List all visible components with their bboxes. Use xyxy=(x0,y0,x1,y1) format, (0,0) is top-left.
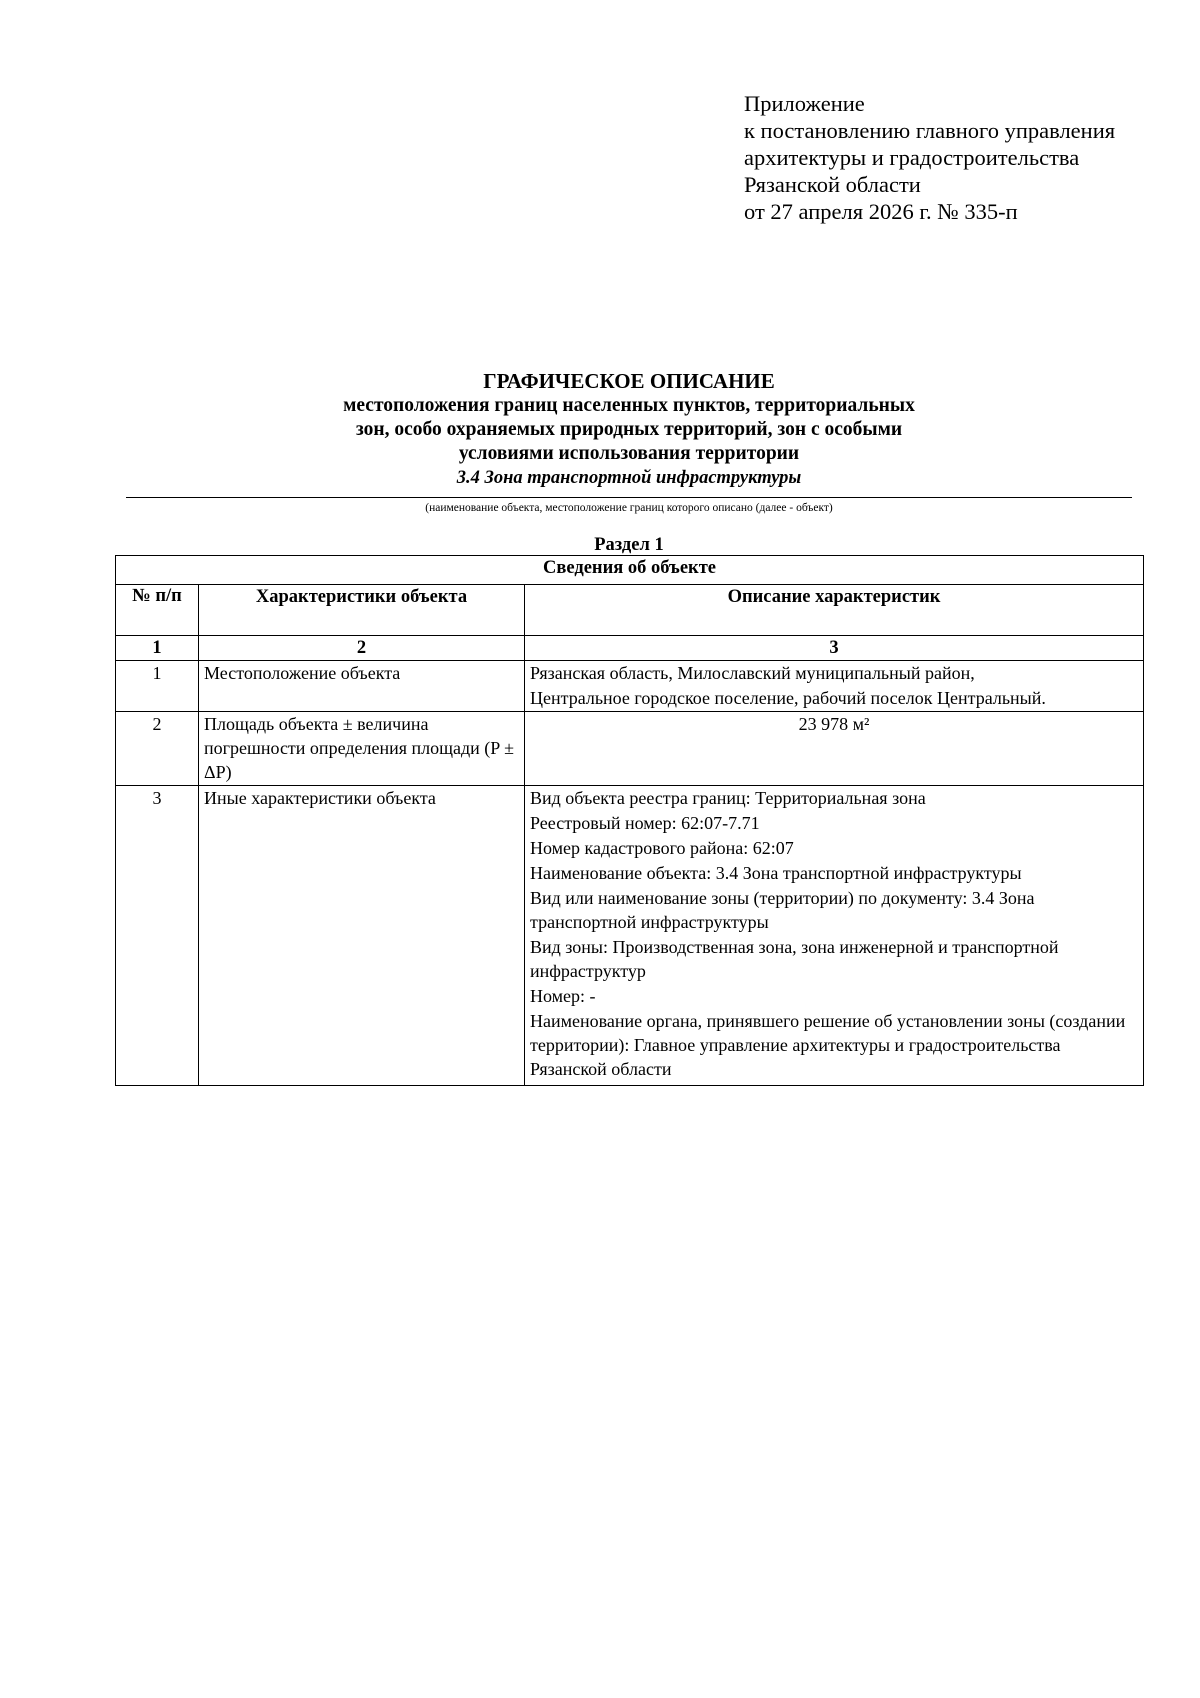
table-row xyxy=(116,712,1144,786)
table-title: Сведения об объекте xyxy=(116,556,1144,585)
row-characteristic: Местоположение объекта xyxy=(199,661,525,712)
description-line: Наименование объекта: 3.4 Зона транспортной инфраструктуры xyxy=(530,863,1022,883)
object-info-table xyxy=(115,555,1144,1086)
object-caption: (наименование объекта, местоположение границ которого описано (далее - объект) xyxy=(425,502,833,514)
row-characteristic: Площадь объекта ± величина погрешности определения площади (P ± ΔP) xyxy=(199,712,525,786)
description-line: Номер кадастрового района: 62:07 xyxy=(530,838,794,858)
column-number-row xyxy=(116,636,1144,661)
title-sub-line: местоположения границ населенных пунктов, территориальных xyxy=(343,395,915,416)
column-number: 3 xyxy=(525,636,1144,661)
table-header-row xyxy=(116,585,1144,636)
header-description: Описание характеристик xyxy=(525,585,1144,636)
column-number: 1 xyxy=(116,636,199,661)
appendix-line: архитектуры и градостроительства xyxy=(744,145,1080,170)
appendix-line: к постановлению главного управления xyxy=(744,118,1116,143)
description-line: Рязанская область, Милославский муниципальный район, xyxy=(530,663,975,683)
appendix-line: Рязанской области xyxy=(744,172,921,197)
description-line: Вид объекта реестра границ: Территориальная зона xyxy=(530,788,926,808)
object-name-underline xyxy=(126,497,1132,498)
row-description xyxy=(525,786,1144,1086)
header-num: № п/п xyxy=(116,585,199,636)
object-name: 3.4 Зона транспортной инфраструктуры xyxy=(456,468,802,488)
title-sub-line: зон, особо охраняемых природных территорий, зон с особыми xyxy=(355,419,903,440)
table-row xyxy=(116,661,1144,712)
title-sub-line: условиями использования территории xyxy=(458,443,800,464)
description-line: Центральное городское поселение, рабочий поселок Центральный. xyxy=(530,688,1046,708)
row-number: 3 xyxy=(116,786,199,1086)
column-number: 2 xyxy=(199,636,525,661)
table-row xyxy=(116,786,1144,1086)
description-line: Вид зоны: Производственная зона, зона инженерной и транспортной инфраструктур xyxy=(530,937,1059,981)
appendix-line: от 27 апреля 2026 г. № 335-п xyxy=(744,199,1018,224)
description-line: Реестровый номер: 62:07-7.71 xyxy=(530,813,760,833)
section-label: Раздел 1 xyxy=(594,535,664,555)
appendix-header xyxy=(744,90,1115,225)
row-description: 23 978 м² xyxy=(525,712,1144,786)
row-number: 2 xyxy=(116,712,199,786)
document-title xyxy=(126,368,1132,490)
appendix-line: Приложение xyxy=(744,91,865,116)
description-line: Номер: - xyxy=(530,986,596,1006)
header-characteristics: Характеристики объекта xyxy=(199,585,525,636)
row-characteristic: Иные характеристики объекта xyxy=(199,786,525,1086)
title-main: ГРАФИЧЕСКОЕ ОПИСАНИЕ xyxy=(483,369,775,393)
description-line: Вид или наименование зоны (территории) по документу: 3.4 Зона транспортной инфраструктуры xyxy=(530,888,1035,932)
description-line: Наименование органа, принявшего решение об установлении зоны (создании территории): Главное управление архитектуры и градостроительства Рязанской области xyxy=(530,1011,1126,1079)
row-number: 1 xyxy=(116,661,199,712)
table-title-row xyxy=(116,556,1144,585)
row-description xyxy=(525,661,1144,712)
